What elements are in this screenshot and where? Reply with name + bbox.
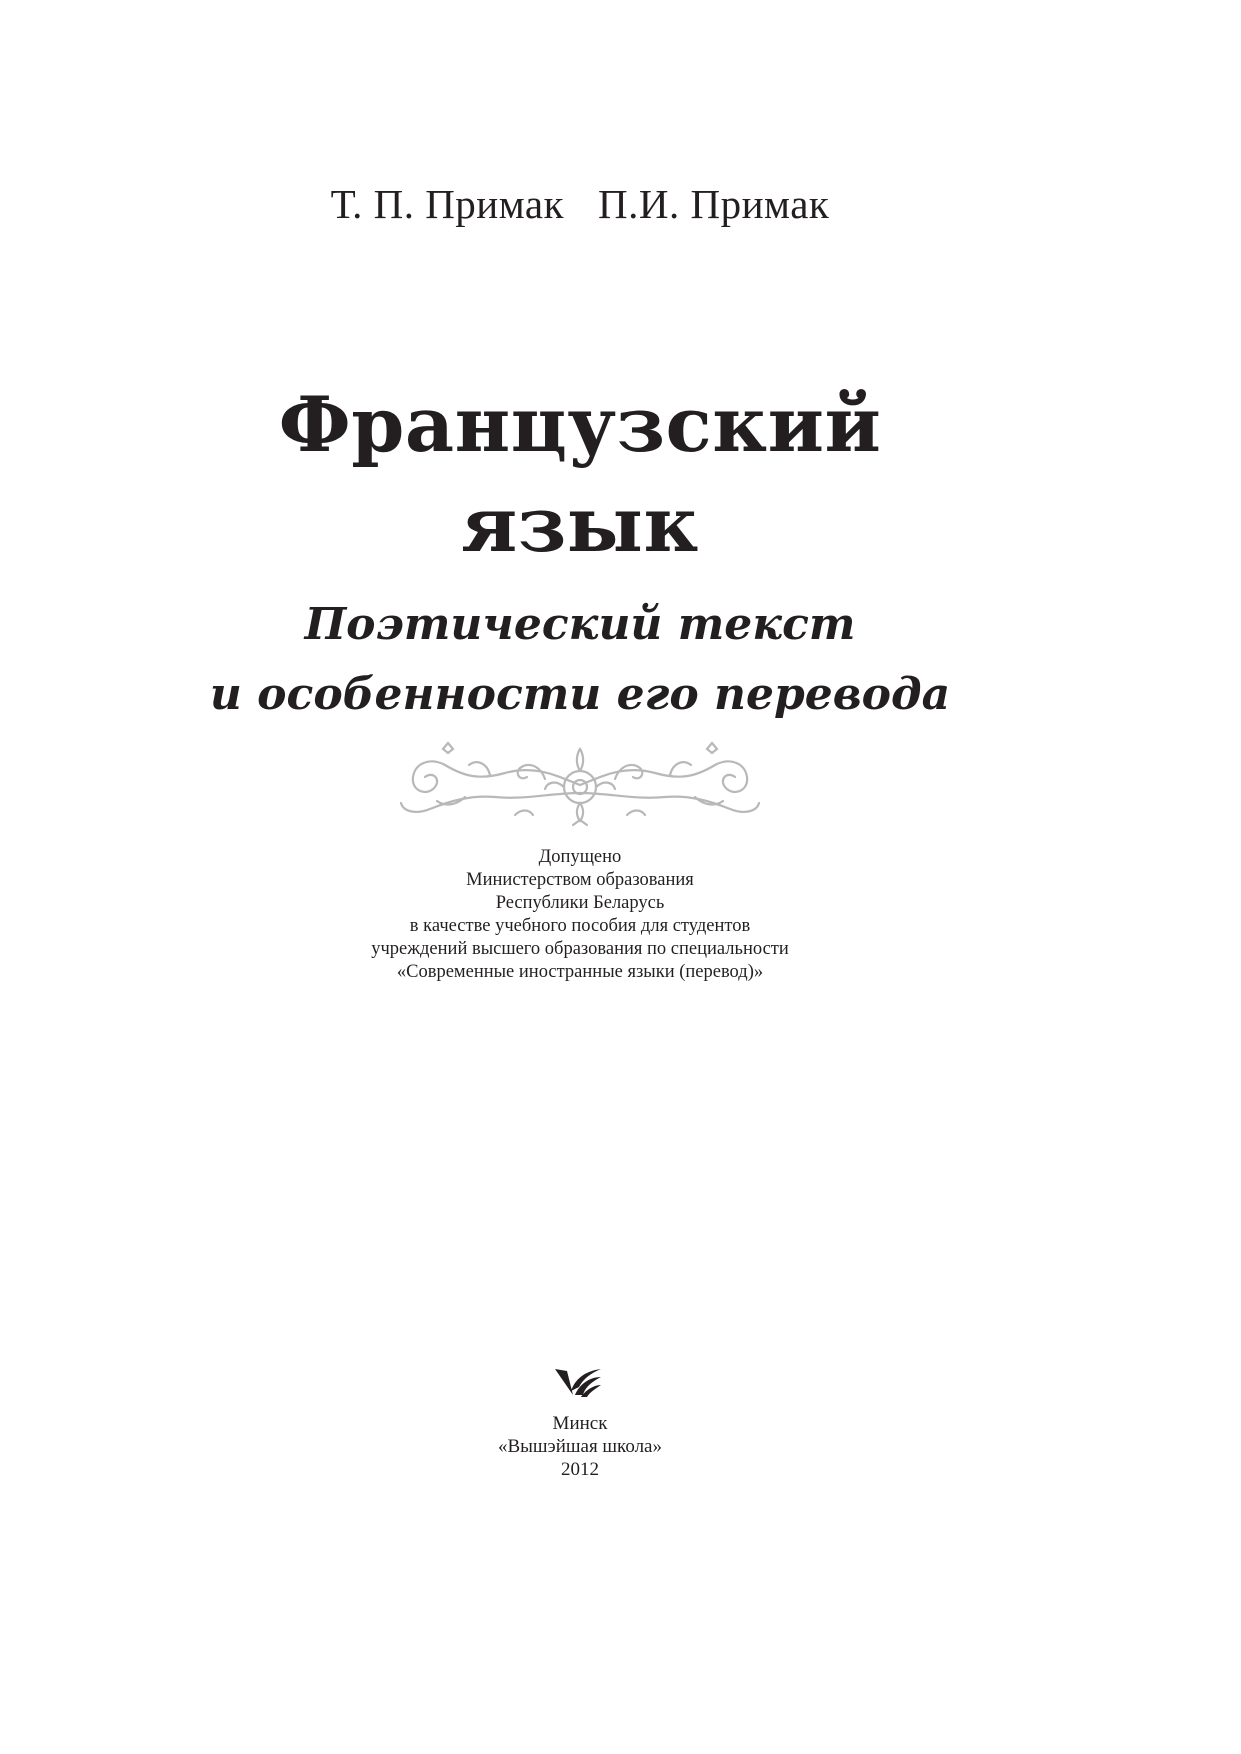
author-1: Т. П. Примак — [330, 181, 565, 227]
floral-ornament-icon — [395, 735, 765, 830]
approval-line: Республики Беларусь — [495, 893, 665, 913]
book-subtitle — [0, 590, 1160, 730]
book-title — [0, 375, 1160, 575]
book-title-line-1: Французский — [278, 380, 882, 469]
approval-line: Министерством образования — [466, 870, 694, 890]
book-subtitle-line-1: Поэтический текст — [304, 599, 856, 650]
publisher-logo-icon — [553, 1365, 603, 1399]
authors — [0, 180, 1160, 228]
imprint-year: 2012 — [561, 1459, 599, 1480]
imprint — [0, 1412, 1160, 1481]
imprint-city: Минск — [552, 1413, 608, 1434]
book-title-line-2: язык — [461, 480, 699, 569]
approval-statement — [0, 846, 1160, 984]
approval-line: «Современные иностранные языки (перевод)» — [396, 962, 764, 982]
approval-line: Допущено — [538, 847, 622, 867]
approval-line: в качестве учебного пособия для студентов — [409, 916, 751, 936]
imprint-publisher: «Вышэйшая школа» — [497, 1436, 662, 1457]
author-2: П.И. Примак — [598, 181, 830, 227]
book-subtitle-line-2: и особенности его перевода — [209, 669, 951, 720]
approval-line: учреждений высшего образования по специальности — [371, 939, 789, 959]
